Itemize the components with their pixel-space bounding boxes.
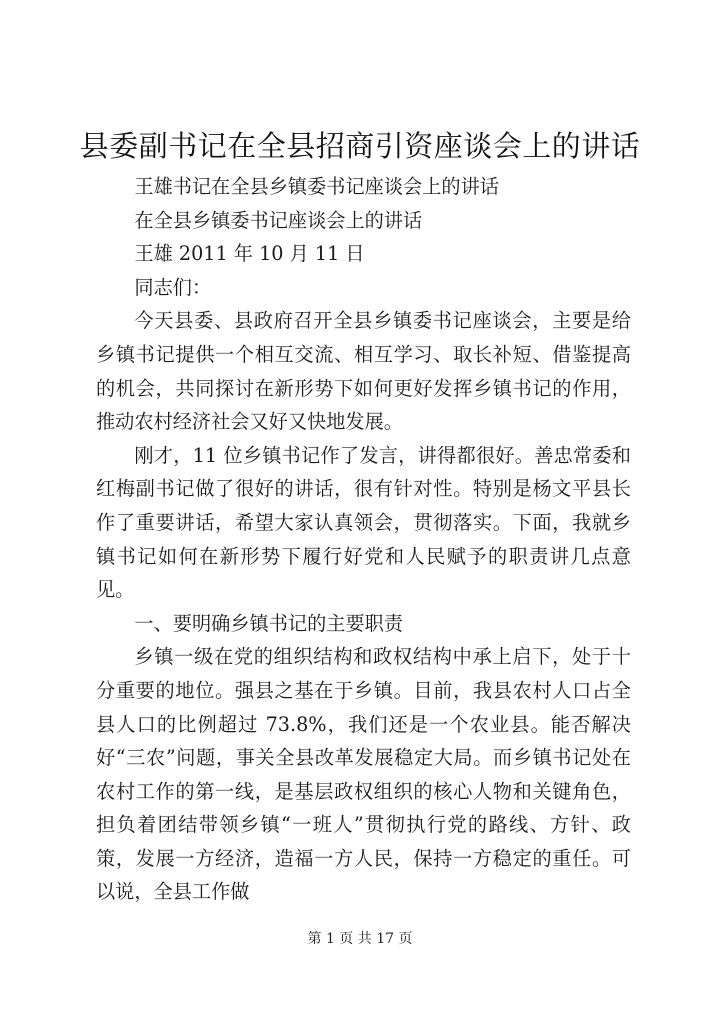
page-number: 第 1 页 共 17 页 <box>307 931 413 947</box>
paragraph-salutation: 同志们： <box>134 275 212 299</box>
paragraph-subtitle-2: 在全县乡镇委书记座谈会上的讲话 <box>134 208 423 232</box>
paragraph-author-date: 王雄 2011 年 10 月 11 日 <box>134 242 365 266</box>
paragraph-body: 刚才，11 位乡镇书记作了发言，讲得都很好。善忠常委和红梅副书记做了很好的讲话，很有针对性。特别是杨文平县长作了重要讲话，希望大家认真领会，贯彻落实。下面，我就乡镇书记如何在新形势下履行好党和人民赋予的职责讲几点意见。 <box>96 443 631 602</box>
document-title: 县委副书记在全县招商引资座谈会上的讲话 <box>79 129 641 163</box>
paragraph-subtitle-1: 王雄书记在全县乡镇委书记座谈会上的讲话 <box>134 175 499 198</box>
paragraph-body: 乡镇一级在党的组织结构和政权结构中承上启下，处于十分重要的地位。强县之基在于乡镇。目前，我县农村人口占全县人口的比例超过 73.8%，我们还是一个农业县。能否解决好“三农”问题，事关全县改革发展稳定大局。而乡镇书记处在农村工作的第一线，是基层政权组织的核心人物和关键角色，担负着团结带领乡镇“一班人”贯彻执行党的路线、方针、政策，发展一方经济，造福一方人民，保持一方稳定的重任。可以说，全县工作做 <box>96 645 631 904</box>
document-body <box>96 170 631 909</box>
paragraph-body: 今天县委、县政府召开全县乡镇委书记座谈会，主要是给乡镇书记提供一个相互交流、相互学习、取长补短、借鉴提高的机会，共同探讨在新形势下如何更好发挥乡镇书记的作用，推动农村经济社会又好又快地发展。 <box>96 309 631 434</box>
section-heading: 一、要明确乡镇书记的主要职责 <box>134 611 404 635</box>
